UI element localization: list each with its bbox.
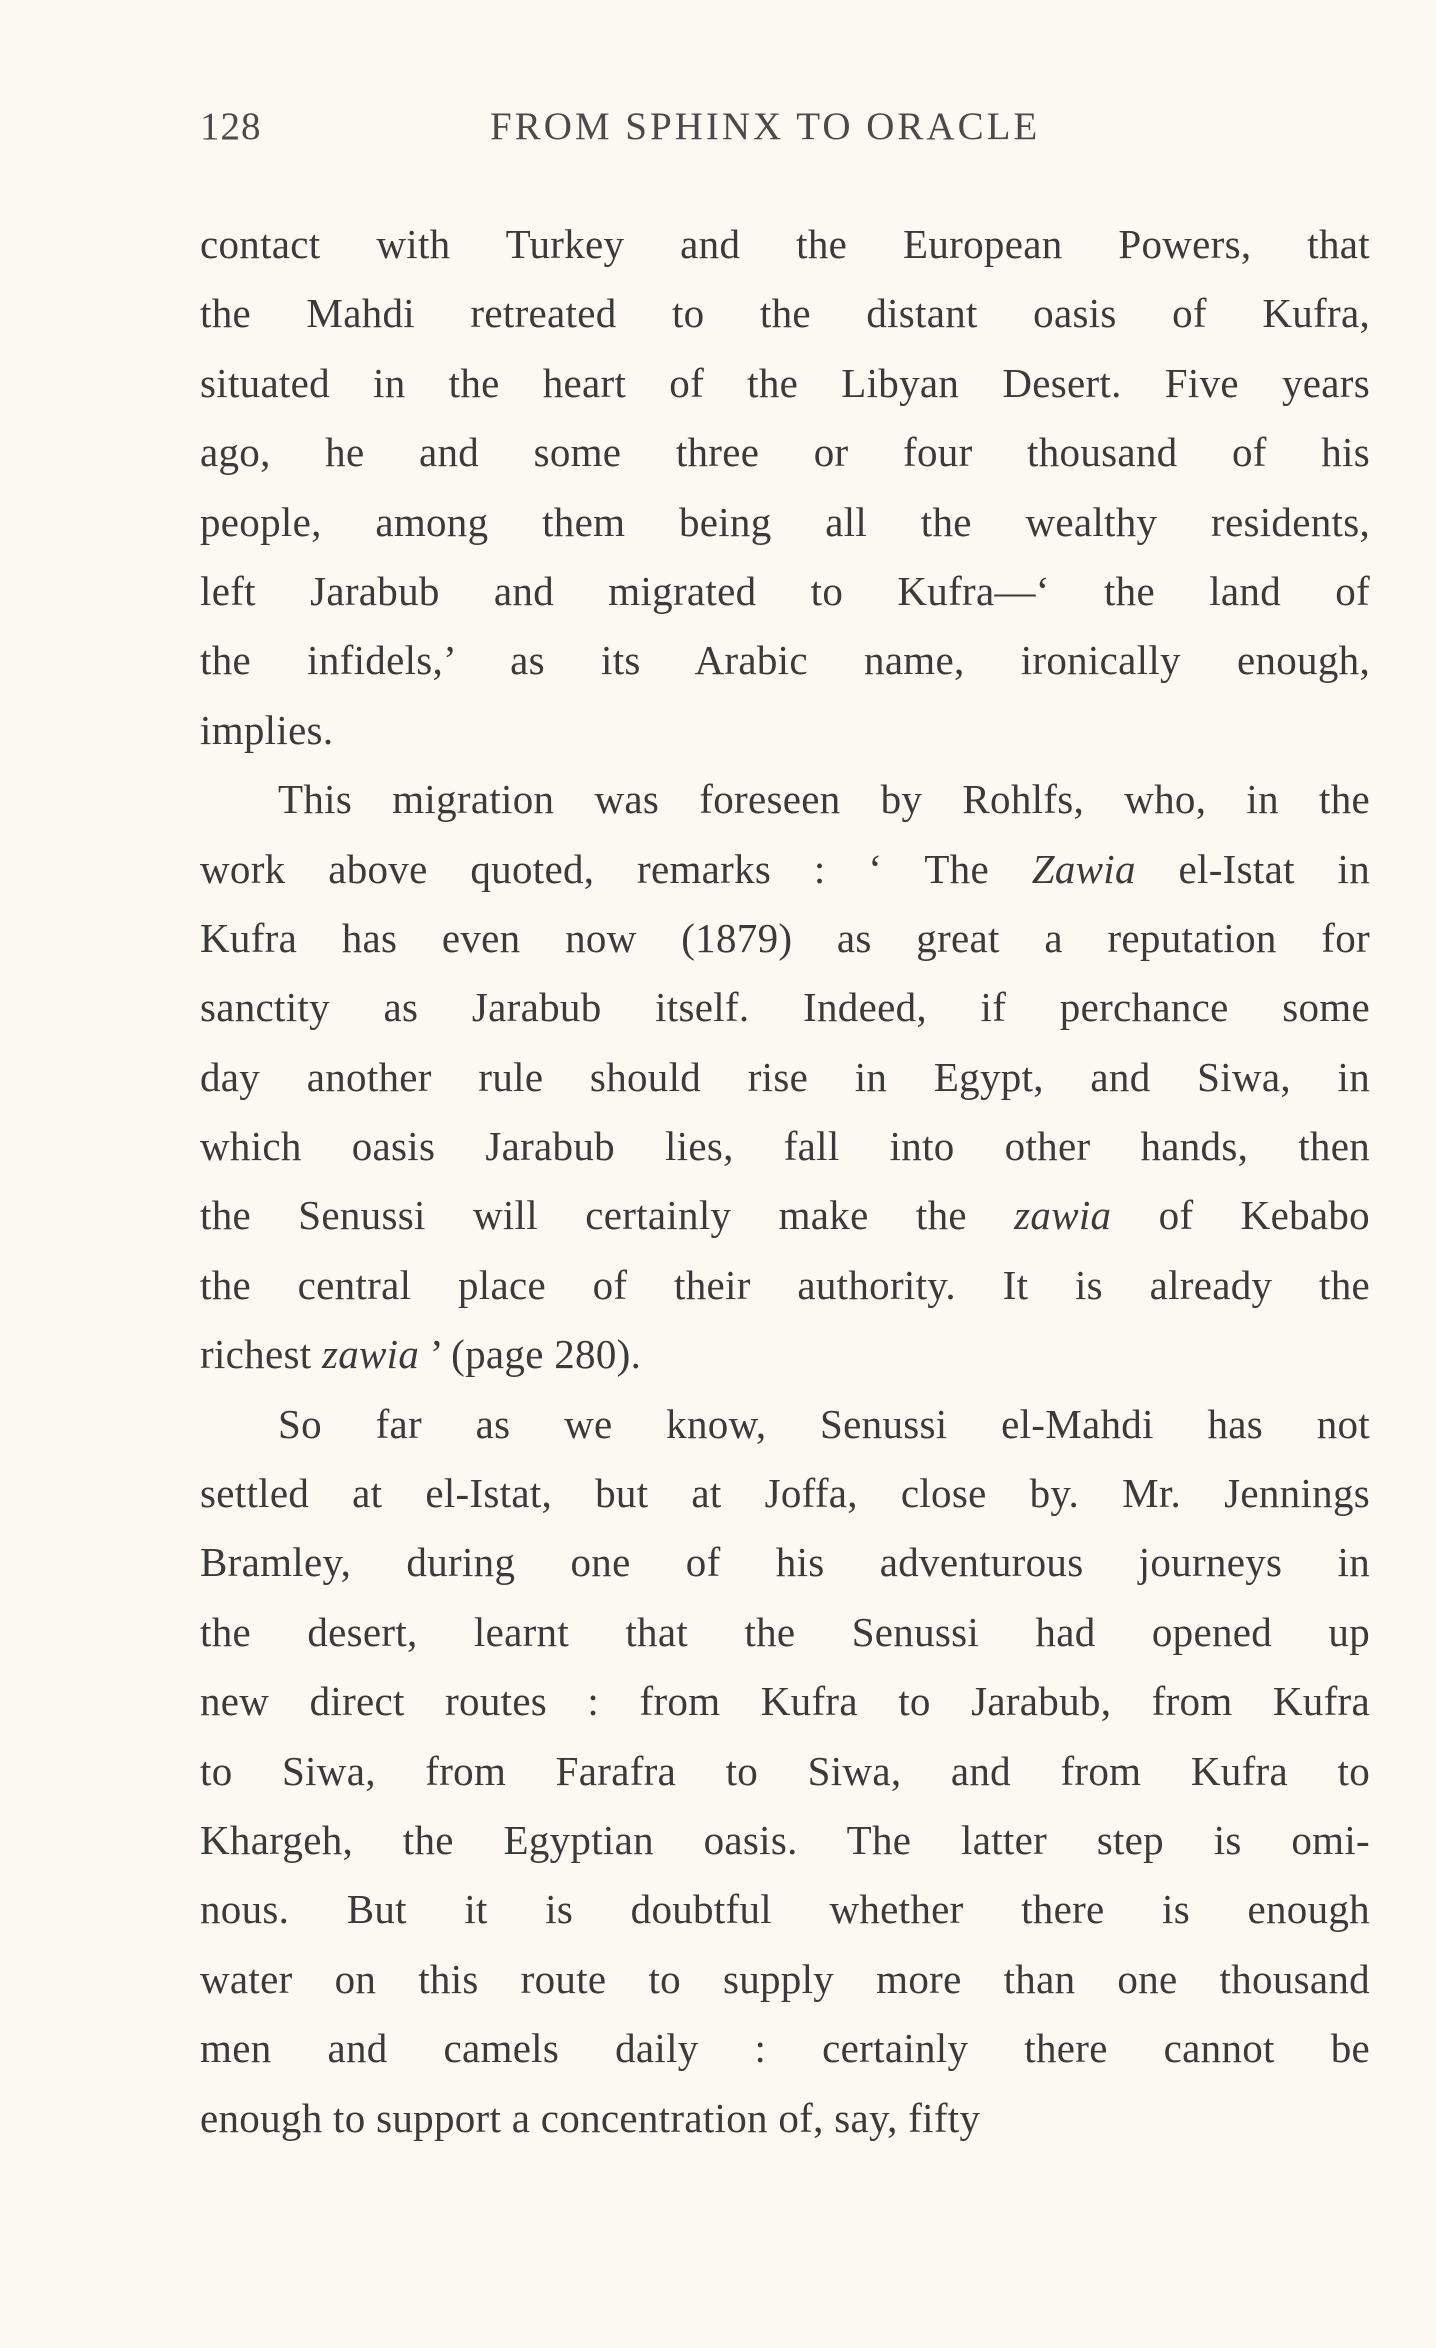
italic-word: zawia (321, 1331, 420, 1378)
text-segment: ago, he and some three or four thousand of his (200, 429, 1370, 476)
text-segment: the Mahdi retreated to the distant oasis of Kufra, (200, 290, 1370, 337)
text-segment: day another rule should rise in Egypt, and Siwa, in (200, 1053, 1370, 1100)
text-line (200, 696, 1370, 765)
text-line (200, 2014, 1370, 2083)
text-segment: So far as we know, Senussi el-Mahdi has not (278, 1400, 1370, 1447)
text-segment: water on this route to supply more than one thousand (200, 1955, 1370, 2002)
text-segment: the infidels,’ as its Arabic name, ironically enough, (200, 637, 1370, 684)
text-segment: Khargeh, the Egyptian oasis. The latter step is omi- (200, 1816, 1370, 1863)
text-segment: new direct routes : from Kufra to Jarabub, from Kufra (200, 1678, 1370, 1725)
text-line (200, 557, 1370, 626)
text-line (200, 1945, 1370, 2014)
text-segment: situated in the heart of the Libyan Desert. Five years (200, 359, 1370, 406)
body-text (200, 210, 1370, 2153)
text-line (200, 1667, 1370, 1736)
text-segment: of Kebabo (1111, 1192, 1370, 1239)
text-line (200, 1043, 1370, 1112)
text-segment: left Jarabub and migrated to Kufra—‘ the land of (200, 567, 1370, 614)
text-line (200, 210, 1370, 279)
text-segment: sanctity as Jarabub itself. Indeed, if perchance some (200, 984, 1370, 1031)
italic-word: zawia (1014, 1192, 1112, 1239)
page-header (200, 104, 1370, 164)
text-segment: implies. (200, 706, 334, 753)
text-line (200, 835, 1370, 904)
text-segment: nous. But it is doubtful whether there is enough (200, 1886, 1370, 1933)
running-head: FROM SPHINX TO ORACLE (490, 105, 1041, 148)
text-line (200, 418, 1370, 487)
text-line (200, 626, 1370, 695)
text-segment: the desert, learnt that the Senussi had opened up (200, 1608, 1370, 1655)
text-segment: people, among them being all the wealthy residents, (200, 498, 1370, 545)
text-line (200, 488, 1370, 557)
text-line (200, 904, 1370, 973)
text-line (200, 1459, 1370, 1528)
text-segment: Kufra has even now (1879) as great a reputation for (200, 914, 1370, 961)
text-line (200, 1598, 1370, 1667)
text-line (200, 1390, 1370, 1459)
page-number: 128 (200, 105, 262, 148)
text-line (200, 1737, 1370, 1806)
text-segment: Bramley, during one of his adventurous journeys in (200, 1539, 1370, 1586)
text-segment: This migration was foreseen by Rohlfs, who, in the (278, 776, 1370, 823)
text-line (200, 1875, 1370, 1944)
text-line (200, 279, 1370, 348)
text-line (200, 1181, 1370, 1250)
text-line (200, 349, 1370, 418)
text-segment: enough to support a concentration of, say, fifty (200, 2094, 981, 2141)
text-segment: work above quoted, remarks : ‘ The (200, 845, 1032, 892)
text-segment: richest (200, 1331, 322, 1378)
text-segment: which oasis Jarabub lies, fall into other hands, then (200, 1123, 1370, 1170)
text-segment: ’ (page 280). (419, 1331, 642, 1378)
text-line (200, 1112, 1370, 1181)
text-segment: contact with Turkey and the European Powers, that (200, 221, 1370, 267)
text-line (200, 765, 1370, 834)
text-segment: to Siwa, from Farafra to Siwa, and from Kufra to (200, 1747, 1370, 1794)
text-segment: settled at el-Istat, but at Joffa, close by. Mr. Jennings (200, 1470, 1370, 1517)
text-line (200, 2084, 1370, 2153)
text-segment: the central place of their authority. It is already the (200, 1261, 1370, 1308)
text-line (200, 1528, 1370, 1597)
text-line (200, 1806, 1370, 1875)
text-line (200, 973, 1370, 1042)
italic-word: Zawia (1031, 845, 1136, 892)
text-segment: the Senussi will certainly make the (200, 1192, 1015, 1239)
text-line (200, 1320, 1370, 1389)
text-segment: el-Istat in (1135, 845, 1370, 892)
text-segment: men and camels daily : certainly there cannot be (200, 2025, 1370, 2072)
text-line (200, 1251, 1370, 1320)
